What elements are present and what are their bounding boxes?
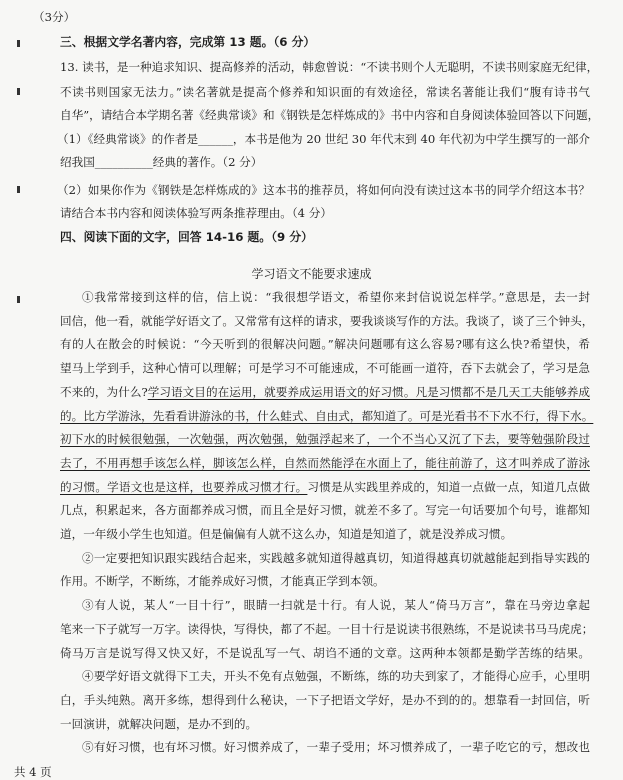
section-3-heading: 三、根据文学名著内容，完成第 13 题。（6 分） bbox=[60, 35, 316, 49]
text-segment: 倚马万言是说写得又快又好，不是说乱写一气、胡诌不通的文章。这两种本领都是勤学苦练的结果。 bbox=[60, 645, 590, 660]
text-segment: 回信，他一看，就能学好语文了。又常常有这样的请求，要我谈谈写作的方法。我谈了，谈了三个钟头， bbox=[60, 313, 594, 328]
article-line bbox=[82, 668, 590, 684]
margin-mark bbox=[17, 296, 20, 303]
underlined-text: 去了，不用再想手该怎么样，脚该怎么样，自然而然能浮在水面上了，能往前游了，这才叫养成了游泳 bbox=[60, 455, 590, 470]
section-4-heading: 四、阅读下面的文字，回答 14-16 题。（9 分） bbox=[60, 230, 313, 244]
text-segment: 不来的，为什么? bbox=[60, 384, 148, 399]
article-line bbox=[60, 502, 590, 518]
previous-question-score: （3分） bbox=[33, 10, 76, 24]
article-line bbox=[60, 360, 590, 376]
article-line bbox=[82, 739, 590, 755]
text-segment: 道，一年级小学生也知道。但是偏偏有人就不这么办，知道是知道了，就是没养成习惯。 bbox=[60, 527, 513, 541]
underlined-text: 的习惯。学语文也是这样，也要养成习惯才行。 bbox=[60, 479, 308, 494]
article-line bbox=[60, 573, 385, 589]
article-line bbox=[60, 716, 257, 732]
page-footer: 共 4 页 bbox=[14, 765, 52, 779]
text-segment: 作用。不断学，不断练，才能养成好习惯，才能真正学到本领。 bbox=[60, 574, 385, 589]
text-segment: ①我常常接到这样的信，信上说：“我很想学语文，希望你来封信说说怎样学。”意思是，去一封 bbox=[82, 290, 590, 304]
article-line bbox=[60, 313, 594, 329]
text-segment: 几点，积累起来，各方面都养成习惯，而且全是好习惯，就差不多了。写完一句话要加个句号，谁都知 bbox=[60, 503, 590, 518]
article-line bbox=[82, 289, 590, 305]
article-line bbox=[60, 645, 590, 661]
question-13-line: 不读书则国家无法力。”读名著就是提高个修养和知识面的有效途径，常读名著能让我们“腹有诗书气 bbox=[60, 85, 590, 99]
article-line bbox=[60, 692, 590, 708]
article-title: 学习语文不能要求速成 bbox=[251, 267, 372, 281]
article-line bbox=[60, 336, 590, 352]
margin-mark bbox=[17, 40, 20, 47]
question-13-line: （1）《经典常谈》的作者是______，本书是他为 20 世纪 30 年代末到 40 年代初为中学生撰写的一部介 bbox=[57, 132, 590, 146]
article-line bbox=[60, 526, 512, 542]
underlined-text: 学习语文目的在运用，就要养成运用语文的好习惯。凡是习惯都不是几天工夫能够养成 bbox=[147, 384, 590, 399]
question-13-line: 13. 读书，是一种追求知识、提高修养的活动，韩愈曾说：“不读书则个人无聪明，不读书则家庭无纪律， bbox=[60, 60, 599, 74]
article-line bbox=[60, 431, 590, 447]
text-segment: ③有人说，某人“一目十行”，眼睛一扫就是十行。有人说，某人“倚马万言”，靠在马旁边拿起 bbox=[82, 598, 590, 613]
article-line bbox=[60, 621, 594, 637]
article-line bbox=[60, 479, 590, 495]
text-segment: 一回演讲，就解决问题，是办不到的。 bbox=[60, 716, 258, 731]
article-line bbox=[60, 408, 594, 424]
text-segment: 笔来一下子就写一万字。读得快，写得快，都了不起。一目十行是说读书很熟练，不是说读书马马虎虎； bbox=[60, 621, 594, 636]
question-13-line: （2）如果你作为《钢铁是怎样炼成的》这本书的推荐员，将如何向没有读过这本书的同学介绍这本书？ bbox=[57, 183, 590, 197]
margin-mark bbox=[17, 186, 20, 193]
text-segment: ⑤有好习惯，也有坏习惯。好习惯养成了，一辈子受用；坏习惯养成了，一辈子吃它的亏，想改也 bbox=[82, 740, 590, 755]
question-13-line: 自华”，请结合本学期名著《经典常谈》和《钢铁是怎样炼成的》书中内容和自身阅读体验回答以下问题， bbox=[60, 108, 600, 122]
article-line bbox=[60, 384, 590, 400]
article-line bbox=[82, 550, 590, 566]
text-segment: 白，手头纯熟。离开多练，想得到什么秘诀，一下子把语文学好，是办不到的的。想靠看一封回信，听 bbox=[60, 692, 590, 707]
text-segment: 有的人在散会的时候说：“今天听到的很解决问题。”解决问题哪有这么容易?哪有这么快?希望快，希 bbox=[60, 337, 590, 352]
text-segment: ②一定要把知识跟实践结合起来，实践越多就知道得越真切，知道得越真切就越能起到指导实践的 bbox=[82, 550, 590, 565]
question-13-line: 绍我国__________经典的著作。（2 分） bbox=[60, 155, 263, 169]
text-segment: 习惯是从实践里养成的，知道一点做一点，知道几点做 bbox=[307, 479, 590, 494]
article-line bbox=[82, 597, 590, 613]
margin-mark bbox=[17, 88, 20, 95]
question-13-line: 请结合本书内容和阅读体验写两条推荐理由。（4 分） bbox=[60, 206, 332, 220]
article-line bbox=[60, 455, 590, 471]
text-segment: ④要学好语文就得下工夫，开头不免有点勉强，不断练，练的功夫到家了，才能得心应手，心里明 bbox=[82, 669, 590, 684]
underlined-text: 的。比方学游泳，先看看讲游泳的书，什么蛙式、自由式，都知道了。可是光看书不下水不行，得下水。 bbox=[60, 408, 594, 423]
text-segment: 望马上学到手，这种心情可以理解；可是学习不可能速成，不可能画一道符，吞下去就会了，学习是急 bbox=[60, 361, 590, 376]
underlined-text: 初下水的时候很勉强，一次勉强，两次勉强，勉强浮起来了，一个不当心又沉了下去，要等勉强阶段过 bbox=[60, 432, 590, 447]
